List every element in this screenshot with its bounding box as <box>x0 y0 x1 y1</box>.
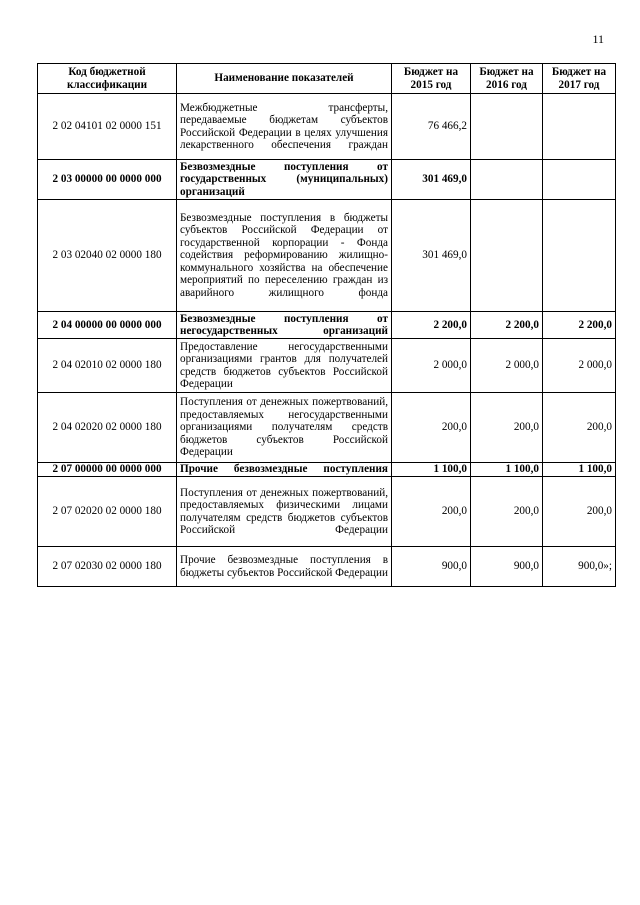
table-row <box>38 94 616 160</box>
row-name: Межбюджетные трансферты, передаваемые бюджетам субъектов Российской Федерации в целях улучшения лекарственного обеспечения граждан <box>177 94 392 160</box>
row-budget-2016 <box>471 160 543 200</box>
row-budget-2015: 76 466,2 <box>392 94 471 160</box>
row-budget-2015: 200,0 <box>392 393 471 463</box>
row-budget-2016: 900,0 <box>471 547 543 587</box>
row-code: 2 03 00000 00 0000 000 <box>38 160 177 200</box>
row-budget-2016: 2 200,0 <box>471 312 543 339</box>
row-code: 2 07 02020 02 0000 180 <box>38 477 177 547</box>
table-row <box>38 339 616 393</box>
row-budget-2017 <box>543 160 616 200</box>
row-code: 2 04 02010 02 0000 180 <box>38 339 177 393</box>
table-row <box>38 463 616 477</box>
row-budget-2017: 900,0»; <box>543 547 616 587</box>
row-budget-2017: 2 000,0 <box>543 339 616 393</box>
table-row <box>38 160 616 200</box>
header-budget-2017: Бюджет на 2017 год <box>543 64 616 94</box>
header-budget-2015: Бюджет на 2015 год <box>392 64 471 94</box>
table-row <box>38 312 616 339</box>
row-name: Безвозмездные поступления от негосударственных организаций <box>177 312 392 339</box>
row-budget-2015: 900,0 <box>392 547 471 587</box>
row-name: Прочие безвозмездные поступления <box>177 463 392 477</box>
row-budget-2015: 2 200,0 <box>392 312 471 339</box>
row-budget-2016: 200,0 <box>471 393 543 463</box>
row-budget-2015: 301 469,0 <box>392 200 471 312</box>
row-code: 2 07 00000 00 0000 000 <box>38 463 177 477</box>
row-budget-2016: 2 000,0 <box>471 339 543 393</box>
row-budget-2017 <box>543 200 616 312</box>
table-header-row <box>38 64 616 94</box>
header-code: Код бюджетной классификации <box>38 64 177 94</box>
row-budget-2015: 200,0 <box>392 477 471 547</box>
row-code: 2 07 02030 02 0000 180 <box>38 547 177 587</box>
budget-table <box>37 63 616 587</box>
row-name: Предоставление негосударственными организациями грантов для получателей средств бюджетов субъектов Российской Федерации <box>177 339 392 393</box>
row-budget-2017: 2 200,0 <box>543 312 616 339</box>
row-budget-2017: 200,0 <box>543 393 616 463</box>
row-budget-2016 <box>471 200 543 312</box>
table-row <box>38 393 616 463</box>
row-budget-2015: 1 100,0 <box>392 463 471 477</box>
row-budget-2017 <box>543 94 616 160</box>
row-budget-2016: 200,0 <box>471 477 543 547</box>
row-code: 2 04 02020 02 0000 180 <box>38 393 177 463</box>
row-name: Поступления от денежных пожертвований, предоставляемых негосударственными организациями получателям средств бюджетов субъектов Российской Федерации <box>177 393 392 463</box>
row-code: 2 04 00000 00 0000 000 <box>38 312 177 339</box>
header-budget-2016: Бюджет на 2016 год <box>471 64 543 94</box>
table-row <box>38 547 616 587</box>
page-number: 11 <box>592 32 604 46</box>
table-row <box>38 477 616 547</box>
row-budget-2015: 301 469,0 <box>392 160 471 200</box>
row-budget-2017: 1 100,0 <box>543 463 616 477</box>
row-code: 2 03 02040 02 0000 180 <box>38 200 177 312</box>
row-name: Безвозмездные поступления от государственных (муниципальных) организаций <box>177 160 392 200</box>
header-name: Наименование показателей <box>177 64 392 94</box>
row-budget-2016: 1 100,0 <box>471 463 543 477</box>
table-row <box>38 200 616 312</box>
row-budget-2017: 200,0 <box>543 477 616 547</box>
row-name: Прочие безвозмездные поступления в бюджеты субъектов Российской Федерации <box>177 547 392 587</box>
row-budget-2016 <box>471 94 543 160</box>
row-budget-2015: 2 000,0 <box>392 339 471 393</box>
row-name: Поступления от денежных пожертвований, предоставляемых физическими лицами получателям средств бюджетов субъектов Российской Федерации <box>177 477 392 547</box>
row-name: Безвозмездные поступления в бюджеты субъектов Российской Федерации от государственной корпорации - Фонда содействия реформированию жилищно-коммунального хозяйства на обеспечение мероприятий по переселению граждан из аварийного жилищного фонда <box>177 200 392 312</box>
row-code: 2 02 04101 02 0000 151 <box>38 94 177 160</box>
